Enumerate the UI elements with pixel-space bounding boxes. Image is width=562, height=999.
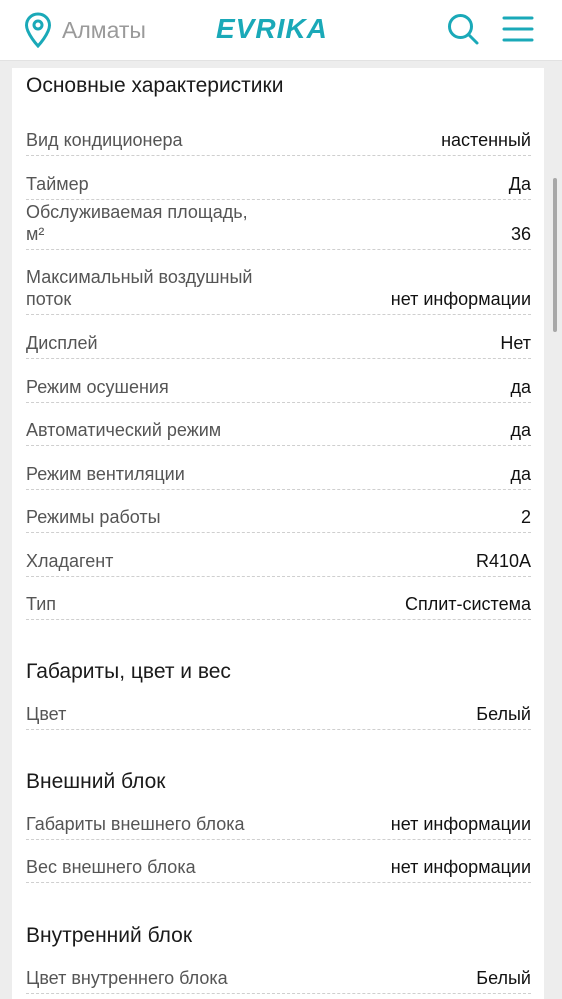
spec-label: Режимы работы xyxy=(26,507,161,527)
spec-value: R410A xyxy=(475,551,531,571)
spec-label: Обслуживаемая площадь, м² xyxy=(26,202,248,244)
spec-row xyxy=(26,266,531,315)
spec-row xyxy=(26,114,531,156)
spec-row xyxy=(26,202,531,250)
city-selector[interactable] xyxy=(24,12,146,48)
spec-label: Цвет xyxy=(26,704,67,724)
search-icon[interactable] xyxy=(446,12,480,46)
section-title-outdoor: Внешний блок xyxy=(26,770,166,793)
section-title-dims: Габариты, цвет и вес xyxy=(26,660,231,683)
spec-row xyxy=(26,688,531,730)
spec-row xyxy=(26,798,531,840)
spec-value: Белый xyxy=(476,968,531,988)
spec-value: 36 xyxy=(510,224,531,244)
section-title-main: Основные характеристики xyxy=(26,74,284,97)
spec-label: Автоматический режим xyxy=(26,420,222,440)
section-title-indoor: Внутренний блок xyxy=(26,924,193,947)
brand-logo[interactable]: EVRIKA xyxy=(216,13,328,44)
spec-value: да xyxy=(510,464,531,484)
spec-row xyxy=(26,952,531,994)
spec-label: Тип xyxy=(26,594,57,614)
spec-value: 2 xyxy=(520,507,531,527)
spec-label: Режим осушения xyxy=(26,377,169,397)
specs-panel xyxy=(12,68,544,999)
spec-value: Сплит-система xyxy=(404,594,531,614)
spec-label: Габариты внешнего блока xyxy=(26,814,245,834)
spec-value: Нет xyxy=(500,333,531,353)
city-name: Алматы xyxy=(62,16,146,43)
spec-label: Режим вентиляции xyxy=(26,464,185,484)
spec-value: да xyxy=(510,377,531,397)
spec-value: нет информации xyxy=(390,814,531,834)
spec-label: Дисплей xyxy=(26,333,98,353)
spec-value: Да xyxy=(508,174,531,194)
hamburger-menu-icon[interactable] xyxy=(502,14,534,44)
spec-row xyxy=(26,535,531,577)
spec-value: да xyxy=(510,420,531,440)
spec-label: Вес внешнего блока xyxy=(26,857,196,877)
spec-value: нет информации xyxy=(390,857,531,877)
spec-value: настенный xyxy=(441,130,531,150)
spec-value: Белый xyxy=(476,704,531,724)
spec-label: Цвет внутреннего блока xyxy=(26,968,228,988)
spec-label: Максимальный воздушный поток xyxy=(26,267,253,309)
spec-row xyxy=(26,491,531,533)
spec-row xyxy=(26,361,531,403)
spec-value: нет информации xyxy=(390,289,531,309)
map-pin-icon xyxy=(24,12,52,48)
spec-row xyxy=(26,404,531,446)
top-header xyxy=(0,0,562,61)
spec-row xyxy=(26,578,531,620)
spec-row xyxy=(26,448,531,490)
spec-label: Вид кондиционера xyxy=(26,130,183,150)
spec-label: Хладагент xyxy=(26,551,114,571)
spec-row xyxy=(26,158,531,200)
spec-row xyxy=(26,317,531,359)
scrollbar[interactable] xyxy=(553,178,557,332)
spec-row xyxy=(26,841,531,883)
spec-label: Таймер xyxy=(26,174,89,194)
